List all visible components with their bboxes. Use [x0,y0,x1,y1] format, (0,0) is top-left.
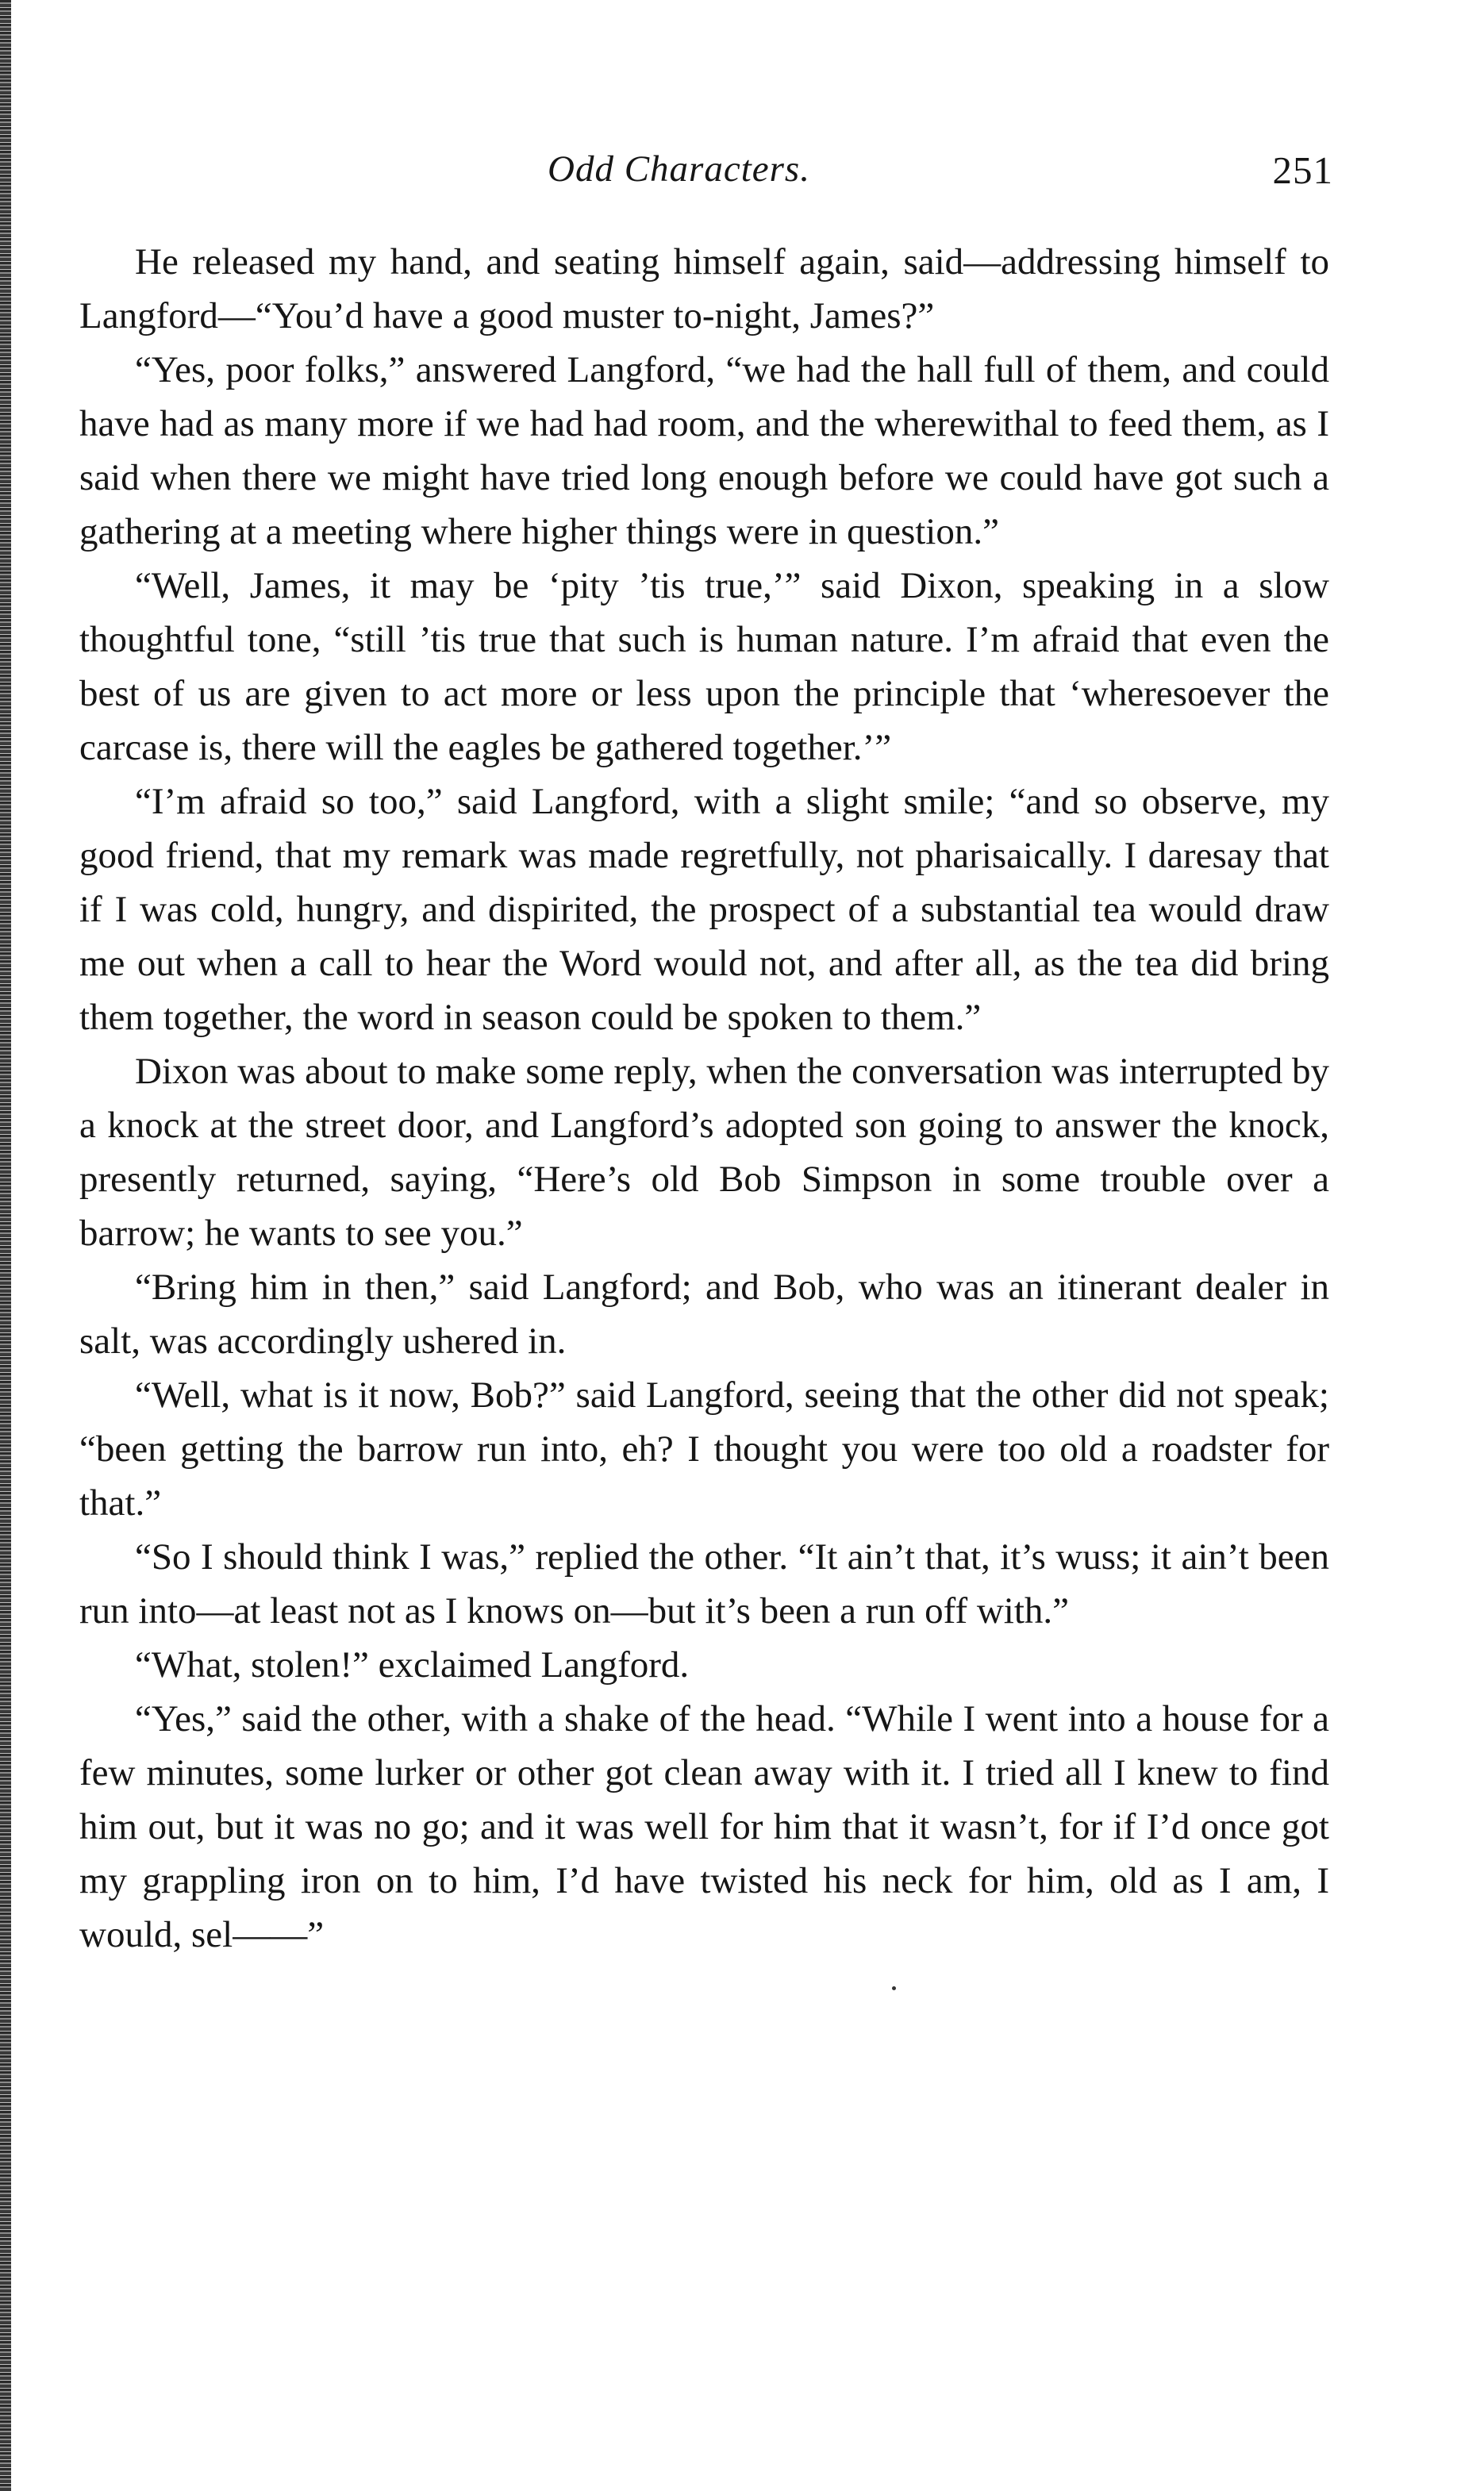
paragraph: “I’m afraid so too,” said Langford, with a slight smile; “and so observe, my good friend, that my remark was made regretfully, not pharisaically. I daresay that if I was cold, hungry, and dispirited, the prospect of a substantial tea would draw me out when a call to hear the Word would not, and after all, as the tea did bring them together, the word in season could be spoken to them.” [79,781,1329,1038]
paragraph: “Yes,” said the other, with a shake of the head. “While I went into a house for a few minutes, some lurker or other got clean away with it. I tried all I knew to find him out, but it was no go; and it was well for him that it wasn’t, for if I’d once got my grappling iron on to him, I’d have twisted his neck for him, old as I am, I would, sel——” [79,1698,1329,1955]
paragraph: Dixon was about to make some reply, when the conversation was interrupted by a knock at the street door, and Langford’s adopted son going to answer the knock, presently returned, saying, “Here’s old Bob Simpson in some trouble over a barrow; he wants to see you.” [79,1051,1329,1254]
print-speck [892,1986,896,1990]
paragraph: “So I should think I was,” replied the other. “It ain’t that, it’s wuss; it ain’t been run into—at least not as I knows on—but it’s been a run off with.” [79,1536,1329,1632]
page-number: 251 [1272,148,1333,192]
paragraph: “Yes, poor folks,” answered Langford, “we had the hall full of them, and could have had as many more if we had had room, and the wherewithal to feed them, as I said when there we might have tried long enough before we could have got such a gathering at a meeting where higher things were in question.” [79,349,1329,552]
paragraph: “Well, what is it now, Bob?” said Langford, seeing that the other did not speak; “been getting the barrow run into, eh? I thought you were too old a roadster for that.” [79,1374,1329,1524]
paragraph: “Bring him in then,” said Langford; and Bob, who was an itinerant dealer in salt, was accordingly ushered in. [79,1267,1329,1362]
page-spine-edge [0,0,11,2491]
paragraph: “Well, James, it may be ‘pity ’tis true,’” said Dixon, speaking in a slow thoughtful tone, “still ’tis true that such is human nature. I’m afraid that even the best of us are given to act more or less upon the principle that ‘wheresoever the carcase is, there will the eagles be gathered together.’” [79,565,1329,768]
paragraph: “What, stolen!” exclaimed Langford. [135,1644,690,1686]
running-head: Odd Characters. [548,148,810,190]
body-text [79,235,1329,1962]
paragraph: He released my hand, and seating himself again, said—addressing himself to Langford—“You’d have a good muster to-night, James?” [79,241,1329,336]
page-header [79,148,1333,203]
